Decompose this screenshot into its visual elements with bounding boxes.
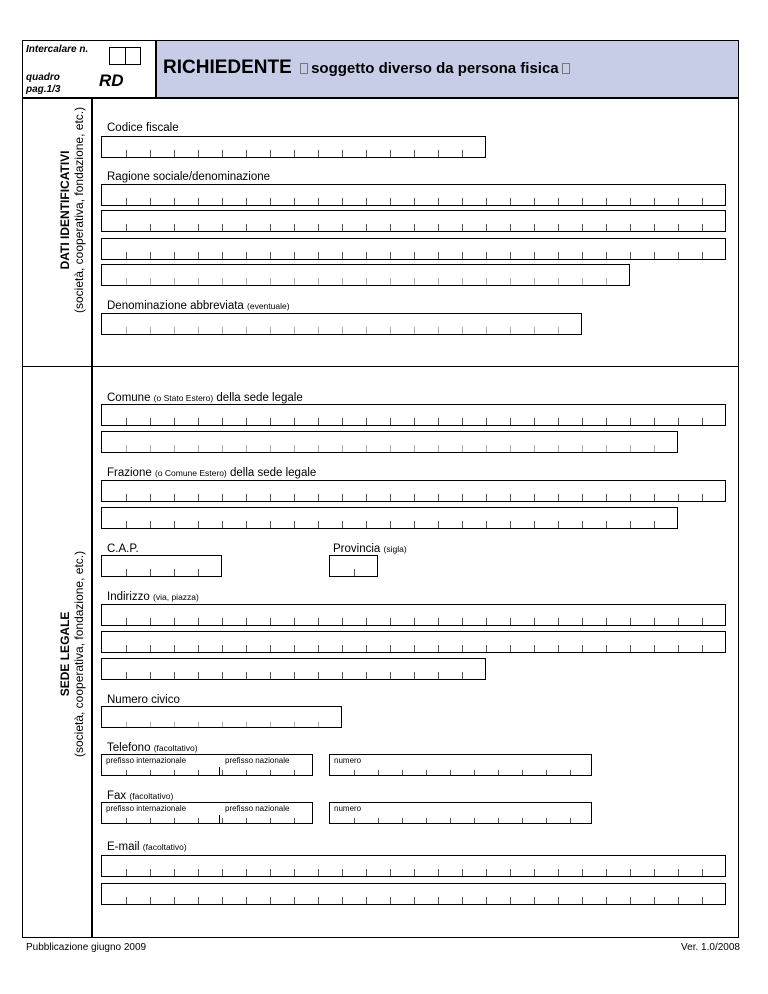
char-ticks [102, 770, 312, 775]
comune-note: (o Stato Estero) [153, 393, 214, 403]
fax-numero-input[interactable] [329, 802, 592, 824]
ragione-sociale-input-2[interactable] [101, 210, 726, 232]
telefono-note: (facoltativo) [153, 743, 198, 753]
footer-version: Ver. 1.0/2008 [681, 942, 740, 953]
char-ticks [330, 569, 377, 576]
indirizzo-note: (via, piazza) [153, 592, 199, 602]
indirizzo-input-1[interactable] [101, 604, 726, 626]
sede-side-sub: (società, cooperativa, fondazione, etc.) [72, 550, 86, 757]
char-ticks [102, 569, 221, 576]
comune-input-1[interactable] [101, 404, 726, 426]
telefono-text: Telefono [107, 742, 151, 754]
checkbox-icon [300, 63, 308, 74]
email-input-1[interactable] [101, 855, 726, 877]
ragione-sociale-input-1[interactable] [101, 184, 726, 206]
char-ticks [102, 327, 581, 334]
dati-side-column [22, 98, 92, 367]
char-ticks [102, 521, 677, 528]
quadro-code: RD [99, 71, 124, 90]
dati-side-sub: (società, cooperativa, fondazione, etc.) [72, 106, 86, 313]
provincia-text: Provincia [333, 543, 381, 555]
char-ticks [102, 150, 485, 157]
telefono-prefix-input[interactable] [101, 754, 313, 776]
comune-input-2[interactable] [101, 431, 678, 453]
indirizzo-text: Indirizzo [107, 591, 150, 603]
char-ticks [102, 722, 341, 727]
cap-label: C.A.P. [107, 543, 139, 555]
char-ticks [330, 818, 591, 823]
char-ticks [102, 418, 725, 425]
checkbox-icon [562, 63, 570, 74]
email-note: (facoltativo) [142, 842, 187, 852]
frazione-label [107, 467, 316, 479]
fax-label [107, 790, 173, 802]
header-title-box [156, 40, 739, 98]
char-ticks [102, 278, 629, 285]
frazione-input-2[interactable] [101, 507, 678, 529]
frazione-suffix: della sede legale [229, 467, 317, 479]
comune-suffix: della sede legale [216, 392, 303, 404]
indirizzo-input-3[interactable] [101, 658, 486, 680]
prefisso-nazionale-label: prefisso nazionale [225, 756, 290, 765]
prefisso-internazionale-label: prefisso internazionale [106, 804, 187, 813]
frazione-text: Frazione [107, 467, 152, 479]
char-ticks [102, 645, 725, 652]
sede-side-column [22, 366, 92, 938]
page-label: pag.1/3 [26, 84, 61, 95]
codice-fiscale-input[interactable] [101, 136, 486, 158]
indirizzo-input-2[interactable] [101, 631, 726, 653]
denominazione-abbreviata-input[interactable] [101, 313, 582, 335]
provincia-input[interactable] [329, 555, 378, 577]
numero-label: numero [334, 804, 362, 813]
intercalare-label: Intercalare n. [26, 44, 89, 55]
sede-side-title: SEDE LEGALE [58, 611, 72, 697]
comune-text: Comune [107, 392, 151, 404]
ragione-sociale-input-4[interactable] [101, 264, 630, 286]
indirizzo-label [107, 591, 199, 603]
ragione-sociale-label: Ragione sociale/denominazione [107, 171, 271, 183]
char-ticks [102, 494, 725, 501]
denominazione-abbreviata-label [107, 300, 290, 312]
provincia-note: (sigla) [383, 544, 407, 554]
title-subtitle: soggetto diverso da persona fisica [311, 60, 559, 77]
email-label [107, 841, 187, 853]
telefono-label [107, 742, 198, 754]
char-ticks [102, 198, 725, 205]
fax-note: (facoltativo) [129, 791, 174, 801]
frazione-note: (o Comune Estero) [154, 468, 227, 478]
char-ticks [330, 770, 591, 775]
prefisso-internazionale-label: prefisso internazionale [106, 756, 187, 765]
frazione-input-1[interactable] [101, 480, 726, 502]
intercalare-input[interactable] [109, 47, 141, 65]
fax-prefix-input[interactable] [101, 802, 313, 824]
provincia-label [333, 543, 407, 555]
quadro-label: quadro [26, 72, 60, 83]
numero-civico-input[interactable] [101, 706, 342, 728]
footer-publication: Pubblicazione giugno 2009 [26, 942, 147, 953]
header-id-box [22, 40, 156, 98]
codice-fiscale-label: Codice fiscale [107, 122, 179, 134]
title-main: RICHIEDENTE [163, 57, 292, 78]
cap-input[interactable] [101, 555, 222, 577]
sede-side-label [58, 551, 86, 757]
email-text: E-mail [107, 841, 140, 853]
char-ticks [102, 818, 312, 823]
page-title [163, 57, 573, 79]
char-ticks [102, 672, 485, 679]
prefisso-nazionale-label: prefisso nazionale [225, 804, 290, 813]
char-ticks [102, 224, 725, 231]
intercalare-divider [125, 48, 126, 64]
fax-text: Fax [107, 790, 127, 802]
dati-side-label [58, 107, 86, 313]
dati-side-title: DATI IDENTIFICATIVI [58, 150, 72, 270]
char-ticks [102, 869, 725, 876]
numero-label: numero [334, 756, 362, 765]
char-ticks [102, 897, 725, 904]
numero-civico-label: Numero civico [107, 694, 180, 706]
denominazione-abbreviata-text: Denominazione abbreviata [107, 300, 244, 312]
email-input-2[interactable] [101, 883, 726, 905]
char-ticks [102, 445, 677, 452]
eventuale-note: (eventuale) [247, 301, 290, 311]
ragione-sociale-input-3[interactable] [101, 238, 726, 260]
telefono-numero-input[interactable] [329, 754, 592, 776]
char-ticks [102, 618, 725, 625]
comune-label [107, 392, 303, 404]
char-ticks [102, 252, 725, 259]
